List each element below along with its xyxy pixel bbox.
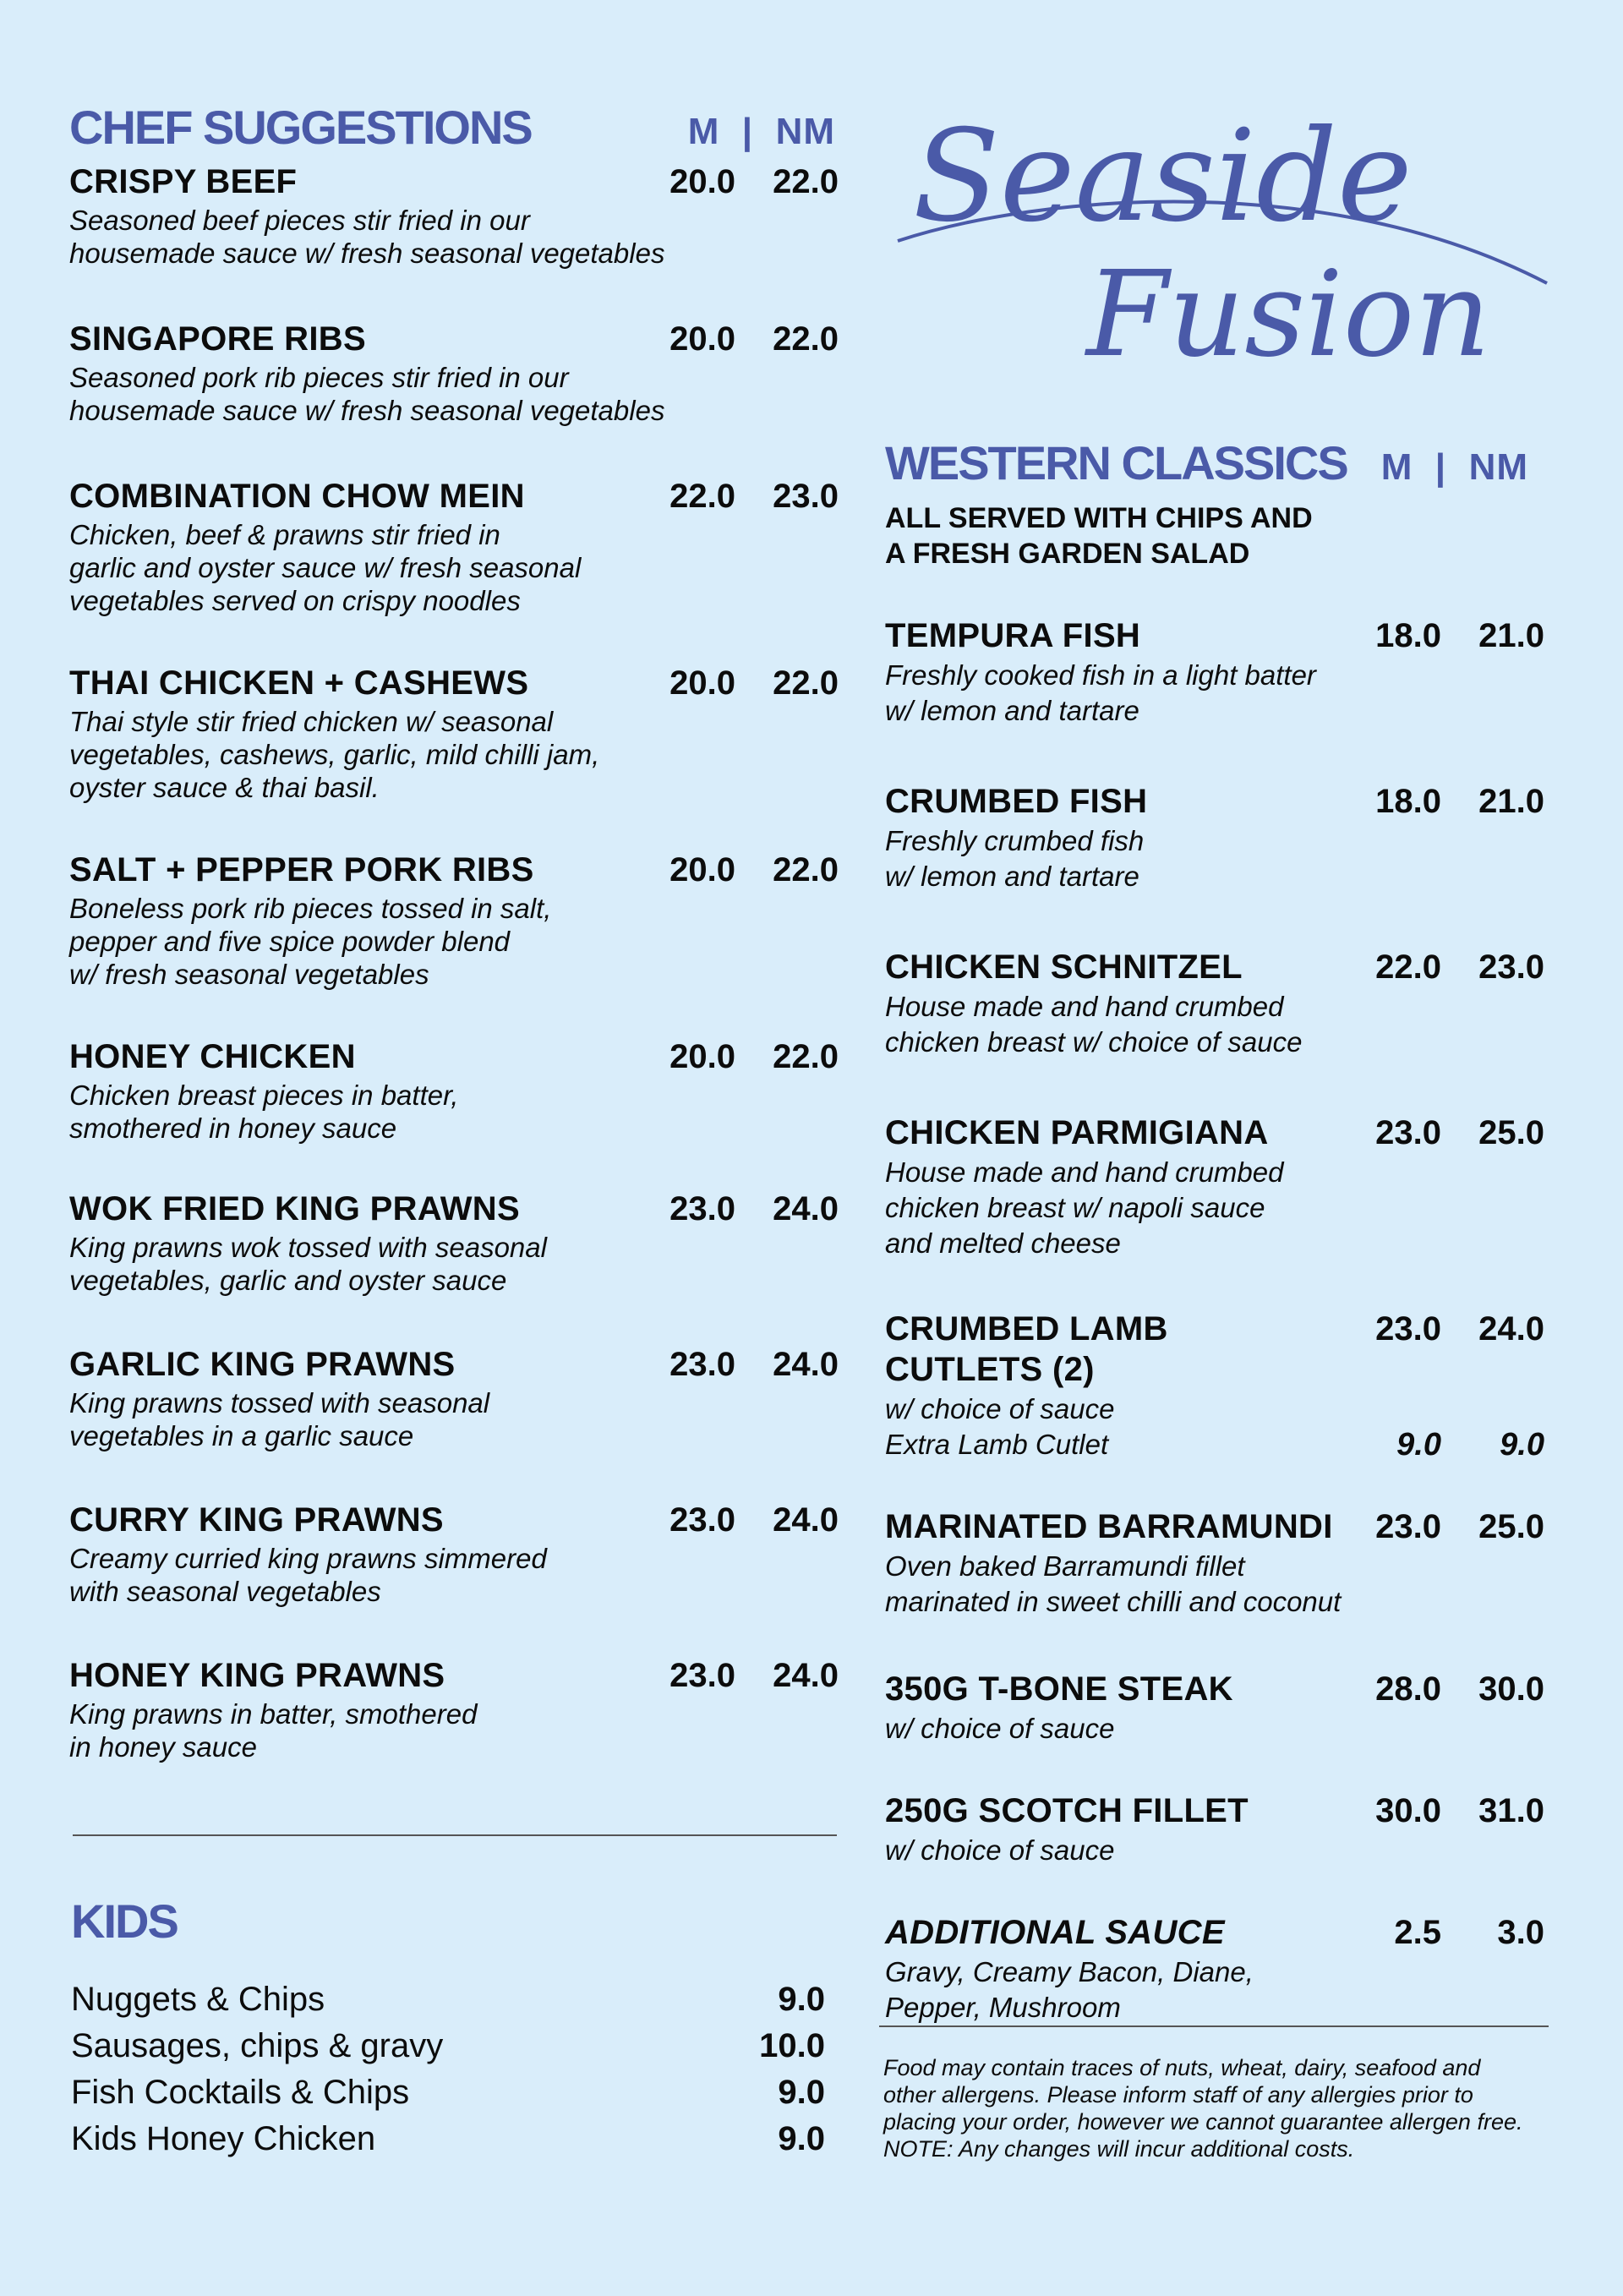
menu-item: [69, 1344, 839, 1452]
menu-item: [885, 1790, 1544, 1868]
price-m: 20.0: [669, 320, 735, 358]
extra-label: Extra Lamb Cutlet: [885, 1429, 1109, 1460]
item-name: SALT + PEPPER PORK RIBS: [69, 851, 534, 888]
price-m: 23.0: [669, 1346, 735, 1383]
item-name: TEMPURA FISH: [885, 617, 1141, 654]
kids-item-name: Nuggets & Chips: [71, 1981, 325, 2018]
price-m: 20.0: [669, 664, 735, 702]
item-name: MARINATED BARRAMUNDI: [885, 1508, 1333, 1545]
logo-line-seaside: Seaside: [913, 103, 1413, 250]
item-description: Freshly cooked fish in a light batter w/ lemon and tartare: [885, 659, 1316, 726]
price-nm: 25.0: [1478, 1114, 1544, 1151]
allergen-note: Food may contain traces of nuts, wheat, dairy, seafood and other allergens. Please inform staff of any allergies prior to placing your order, however we cannot guarantee allergen free. NOTE: Any changes will incur additional costs.: [883, 2055, 1523, 2162]
item-description: Boneless pork rib pieces tossed in salt, pepper and five spice powder blend w/ fresh seasonal vegetables: [69, 893, 552, 990]
menu-item: [69, 319, 839, 427]
price-m: 23.0: [1375, 1114, 1441, 1151]
price-m: 28.0: [1375, 1670, 1441, 1708]
item-name: GARLIC KING PRAWNS: [69, 1346, 456, 1383]
price-m: 30.0: [1375, 1792, 1441, 1829]
item-name: CURRY KING PRAWNS: [69, 1501, 444, 1539]
item-description: Chicken breast pieces in batter, smothered in honey sauce: [69, 1080, 459, 1144]
price-nm: 24.0: [773, 1501, 839, 1539]
item-name: CRUMBED FISH: [885, 783, 1148, 820]
item-description: Thai style stir fried chicken w/ seasonal vegetables, cashews, garlic, mild chilli jam, oyster sauce & thai basil.: [69, 706, 600, 803]
kids-item-price: 10.0: [759, 2027, 825, 2064]
menu-item: [885, 1506, 1544, 1620]
western-classics-section: [885, 435, 1544, 2025]
item-description: Freshly crumbed fish w/ lemon and tartare: [885, 825, 1145, 892]
price-m: 22.0: [1375, 948, 1441, 986]
item-description: House made and hand crumbed chicken breast w/ choice of sauce: [885, 991, 1303, 1058]
price-nm: 30.0: [1478, 1670, 1544, 1708]
menu-item: [69, 1189, 839, 1297]
served-with-note: ALL SERVED WITH CHIPS AND A FRESH GARDEN SALAD: [885, 502, 1313, 570]
item-description: King prawns tossed with seasonal vegetables in a garlic sauce: [69, 1387, 490, 1451]
kids-title: KIDS: [71, 1894, 178, 1948]
item-name: 350G T-BONE STEAK: [885, 1670, 1233, 1708]
left-divider: [73, 1834, 837, 1836]
price-nm: 23.0: [1478, 948, 1544, 986]
kids-item-price: 9.0: [778, 2120, 825, 2157]
price-m: 23.0: [669, 1190, 735, 1227]
price-m: 20.0: [669, 163, 735, 200]
item-name: HONEY KING PRAWNS: [69, 1657, 445, 1694]
price-nm: 22.0: [773, 1038, 839, 1075]
price-m: 9.0: [1396, 1427, 1441, 1462]
menu-item: [885, 615, 1544, 729]
menu-item: [69, 476, 839, 617]
price-nm: 22.0: [773, 163, 839, 200]
item-description: Gravy, Creamy Bacon, Diane, Pepper, Mushroom: [885, 1956, 1254, 2023]
kids-item-price: 9.0: [778, 2074, 825, 2111]
item-name: 250G SCOTCH FILLET: [885, 1792, 1249, 1829]
price-nm: 22.0: [773, 664, 839, 702]
menu-item: [69, 663, 839, 804]
menu-item: [69, 1655, 839, 1763]
western-classics-title: WESTERN CLASSICS: [885, 436, 1347, 489]
menu-item: [69, 1500, 839, 1608]
price-nm: 24.0: [1478, 1310, 1544, 1348]
item-name: WOK FRIED KING PRAWNS: [69, 1190, 520, 1227]
kids-item-price: 9.0: [778, 1981, 825, 2018]
logo-line-fusion: Fusion: [1086, 246, 1491, 384]
menu-item: [885, 1669, 1544, 1747]
price-nm: 21.0: [1478, 617, 1544, 654]
menu-item: [885, 1309, 1544, 1462]
item-description: House made and hand crumbed chicken breast w/ napoli sauce and melted cheese: [885, 1156, 1284, 1259]
extra-lamb-cutlet-row: [885, 1427, 1544, 1462]
menu-item: [885, 947, 1544, 1060]
item-name: SINGAPORE RIBS: [69, 320, 366, 358]
price-m: 23.0: [669, 1657, 735, 1694]
item-name: ADDITIONAL SAUCE: [885, 1914, 1225, 1951]
item-name: CHICKEN PARMIGIANA: [885, 1114, 1269, 1151]
item-description: Chicken, beef & prawns stir fried in garlic and oyster sauce w/ fresh seasonal vegetables served on crispy noodles: [69, 519, 582, 616]
item-description: w/ choice of sauce: [885, 1393, 1115, 1424]
price-m: 20.0: [669, 1038, 735, 1075]
price-m: 2.5: [1394, 1914, 1441, 1951]
price-nm: 25.0: [1478, 1508, 1544, 1545]
right-divider: [879, 2025, 1549, 2027]
price-nm: 3.0: [1497, 1914, 1544, 1951]
item-name: THAI CHICKEN + CASHEWS: [69, 664, 529, 702]
menu-item: [885, 1112, 1544, 1261]
western-price-header: M | NM: [1380, 446, 1528, 488]
kids-item-name: Fish Cocktails & Chips: [71, 2074, 410, 2111]
list-item: [71, 2023, 825, 2069]
chef-suggestions-section: [69, 100, 839, 1763]
list-item: [71, 2116, 825, 2162]
item-description: Seasoned beef pieces stir fried in our housemade sauce w/ fresh seasonal vegetables: [69, 205, 665, 269]
item-name: CRISPY BEEF: [69, 163, 298, 200]
price-nm: 22.0: [773, 851, 839, 888]
price-nm: 9.0: [1500, 1427, 1544, 1462]
price-m: 18.0: [1375, 617, 1441, 654]
price-m: 22.0: [669, 478, 735, 515]
item-name: CRUMBED LAMB CUTLETS (2): [885, 1310, 1168, 1388]
price-m: 18.0: [1375, 783, 1441, 820]
kids-item-name: Sausages, chips & gravy: [71, 2027, 444, 2064]
price-nm: 31.0: [1478, 1792, 1544, 1829]
item-description: Oven baked Barramundi fillet marinated in sweet chilli and coconut: [885, 1550, 1342, 1617]
price-nm: 24.0: [773, 1190, 839, 1227]
item-name: COMBINATION CHOW MEIN: [69, 478, 525, 515]
chef-price-header: M | NM: [687, 111, 835, 152]
item-description: w/ choice of sauce: [885, 1713, 1115, 1744]
price-m: 20.0: [669, 851, 735, 888]
seaside-fusion-logo: [888, 76, 1555, 389]
price-m: 23.0: [1375, 1508, 1441, 1545]
item-description: King prawns wok tossed with seasonal vegetables, garlic and oyster sauce: [69, 1232, 547, 1296]
menu-item: [69, 850, 839, 991]
chef-suggestions-title: CHEF SUGGESTIONS: [69, 101, 532, 154]
price-m: 23.0: [669, 1501, 735, 1539]
item-description: King prawns in batter, smothered in honey sauce: [69, 1698, 478, 1763]
kids-list: [71, 1976, 825, 2162]
menu-item: [885, 781, 1544, 894]
list-item: [71, 1976, 825, 2023]
price-nm: 21.0: [1478, 783, 1544, 820]
item-description: Creamy curried king prawns simmered with seasonal vegetables: [69, 1543, 547, 1607]
menu-item: [885, 1912, 1544, 2025]
price-nm: 24.0: [773, 1346, 839, 1383]
price-nm: 24.0: [773, 1657, 839, 1694]
item-description: w/ choice of sauce: [885, 1834, 1115, 1866]
price-m: 23.0: [1375, 1310, 1441, 1348]
item-name: HONEY CHICKEN: [69, 1038, 356, 1075]
list-item: [71, 2069, 825, 2116]
price-nm: 22.0: [773, 320, 839, 358]
kids-item-name: Kids Honey Chicken: [71, 2120, 376, 2157]
item-description: Seasoned pork rib pieces stir fried in our housemade sauce w/ fresh seasonal vegetables: [69, 362, 665, 426]
price-nm: 23.0: [773, 478, 839, 515]
item-name: CHICKEN SCHNITZEL: [885, 948, 1243, 986]
menu-item: [69, 1036, 839, 1145]
menu-item: [69, 161, 839, 270]
